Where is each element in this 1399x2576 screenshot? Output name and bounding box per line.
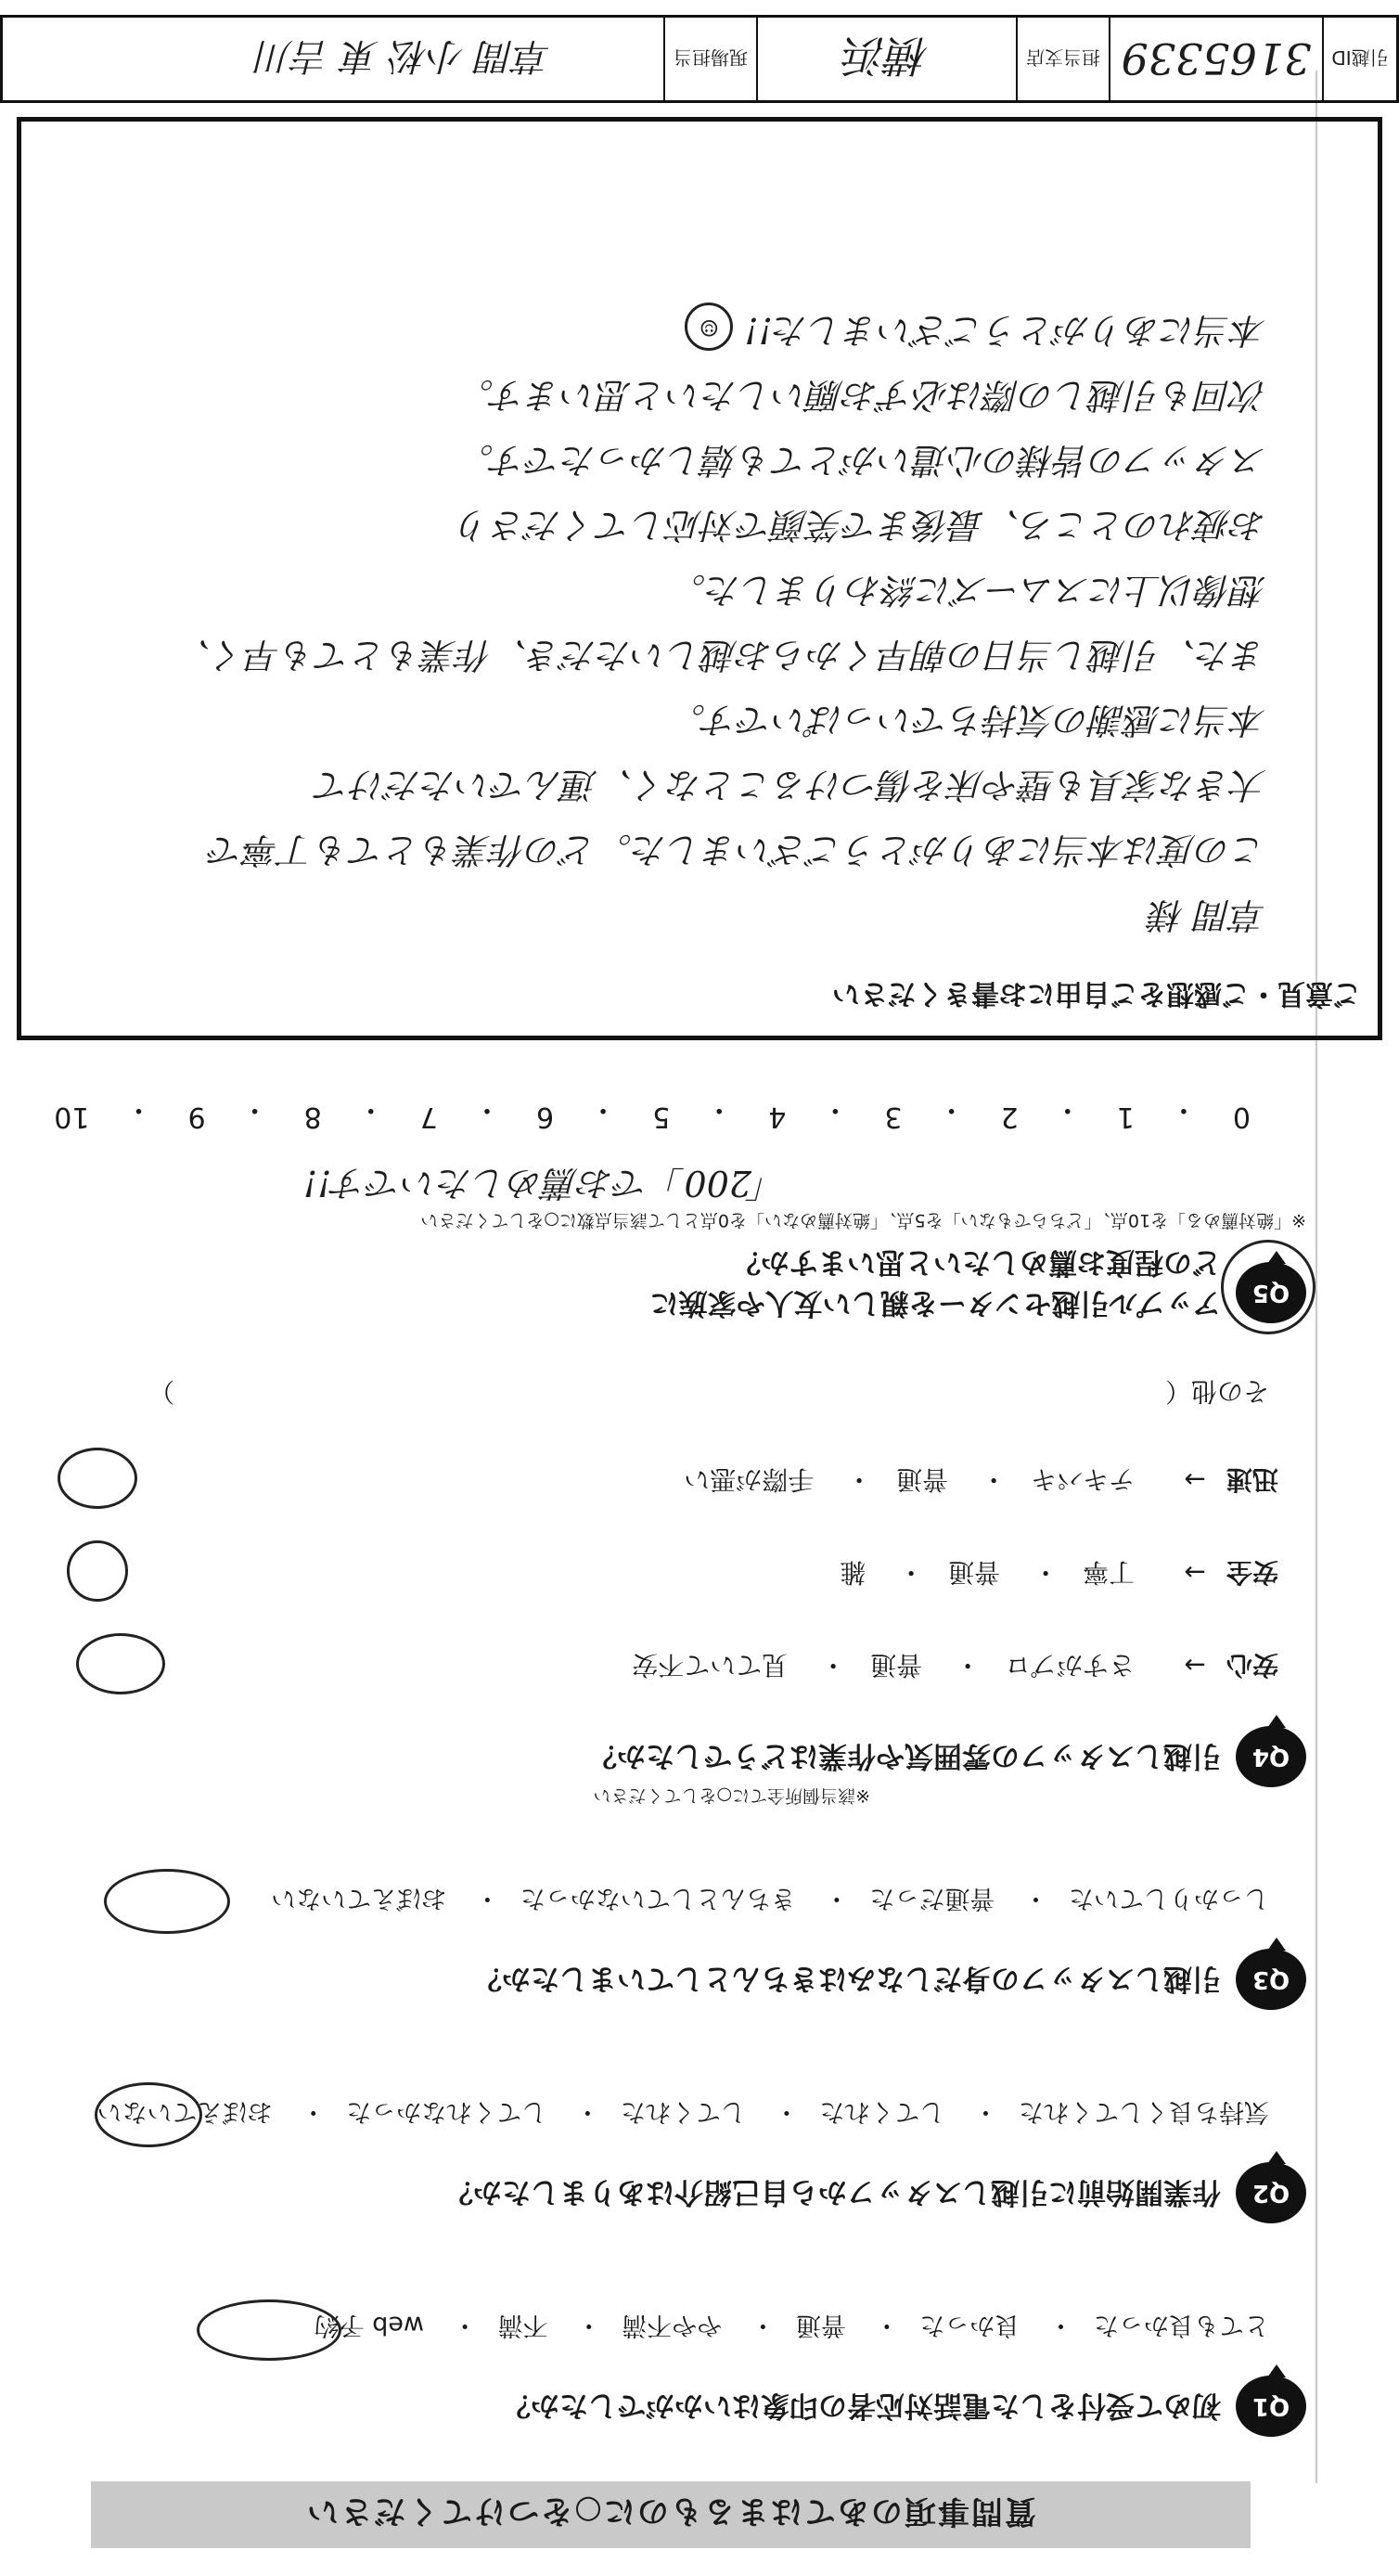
branch-label: 担当支店 <box>1016 18 1109 100</box>
q4-row-label: 安全 <box>1226 1557 1278 1588</box>
q5-score[interactable]: 2 <box>1000 1101 1019 1133</box>
q1-option[interactable]: 普通 <box>795 2311 846 2339</box>
q4-option[interactable]: テキパキ <box>1031 1464 1136 1495</box>
q4-row2-selection-circle <box>67 1540 128 1602</box>
comment-box[interactable] <box>17 117 1382 1040</box>
q4-option[interactable]: 普通 <box>870 1650 923 1681</box>
q4-option[interactable]: 普通 <box>896 1464 949 1495</box>
q4-other-label: その他（ <box>1164 1376 1269 1407</box>
q2-option[interactable]: してくれた <box>620 2097 746 2126</box>
q1-selection-circle <box>197 2299 341 2361</box>
q3-badge: Q3 <box>1236 1949 1306 2010</box>
q5-score[interactable]: 10 <box>54 1101 90 1133</box>
comment-line: 本当に感謝の気持ちでいっぱいです。 <box>670 700 1266 741</box>
q2-option[interactable]: 気持ち良くしてくれた <box>1019 2097 1269 2126</box>
q5-score[interactable]: 7 <box>419 1101 438 1133</box>
q1-option[interactable]: 不満 <box>497 2311 548 2339</box>
comment-text <box>32 298 1266 947</box>
q2-option[interactable]: してくれた <box>819 2097 945 2126</box>
comment-line: 次回も引越しの際は必ずお願いしたいと思います。 <box>458 375 1266 416</box>
q5-score[interactable]: 8 <box>303 1101 322 1133</box>
comment-line: お疲れのところ、最後まで笑顔で対応してくださり <box>455 505 1266 546</box>
comment-line: スタッフの皆様の心遣いがとても嬉しかったです。 <box>458 440 1266 481</box>
q4-badge: Q4 <box>1236 1726 1306 1787</box>
q5-score-scale: 0 ・ 1 ・ 2 ・ 3 ・ 4 ・ 5 ・ 6 ・ 7 ・ 8 ・ 9 ・ 10 <box>54 1093 1251 1133</box>
q5-text-line2: どの程度お薦めしたいと思いますか？ <box>732 1245 1221 1279</box>
q4-other <box>148 1374 1269 1411</box>
q5-handwritten-answer: 「200」でお薦めしたいです!! <box>302 1163 787 1204</box>
id-table <box>0 15 1399 103</box>
staff-names: 草間 小松 東 <box>341 34 552 77</box>
q3-option[interactable]: しっかりしていた <box>1069 1884 1269 1913</box>
q4-row-label: 迅速 <box>1226 1464 1278 1495</box>
q4-row-label: 安心 <box>1226 1650 1278 1681</box>
q5-score[interactable]: 4 <box>768 1101 787 1133</box>
q4-row3-selection-circle <box>58 1448 137 1509</box>
branch-value: 横浜 <box>756 18 1016 100</box>
q2-badge: Q2 <box>1236 2162 1306 2223</box>
instruction-text: 質問事項のあてはまるものに○をつけてください <box>305 2492 1036 2531</box>
q4-option[interactable]: 雑 <box>840 1557 866 1588</box>
comment-line <box>32 298 1266 363</box>
comment-line: また、引越し当日の朝早くからお越しいただき、作業もとても早く、 <box>175 635 1266 676</box>
q1-options: とても良かった・ 良かった・ 普通・ やや不満・ 不満・ web 予約 <box>314 2311 1269 2339</box>
q5-score[interactable]: 6 <box>535 1101 555 1133</box>
q1-option[interactable]: web 予約 <box>314 2311 425 2339</box>
q4-option[interactable]: さすがプロ <box>1005 1650 1136 1681</box>
q5-score[interactable]: 3 <box>884 1101 903 1133</box>
comment-line: 草間 様 <box>1149 895 1266 935</box>
q5-score[interactable]: 9 <box>187 1101 206 1133</box>
q4-option[interactable]: 見ていて不安 <box>632 1650 789 1681</box>
q4-row-anshin: 安心→ さすがプロ・ 普通・ 見ていて不安 <box>608 1648 1278 1685</box>
q2-options: 気持ち良くしてくれた・ してくれた・ してくれた・ してくれなかった・ おぼえていない <box>96 2097 1269 2126</box>
q5-badge-circle <box>1221 1240 1316 1334</box>
comment-line: この度は本当にありがとうございました。どの作業もとても丁寧で <box>208 830 1266 870</box>
q5-score[interactable]: 0 <box>1232 1101 1251 1133</box>
q4-row-anzen: 安全→ 丁寧・ 普通・ 雑 <box>815 1555 1278 1592</box>
comment-line: 想像以上にスムーズに終わりました。 <box>670 570 1266 611</box>
q4-note: ※該当個所全てに○をしてください <box>593 1785 870 1806</box>
id-value: 3165339 <box>1109 18 1322 100</box>
q4-text: 引越しスタッフの雰囲気や作業はどうでしたか？ <box>588 1739 1221 1772</box>
arrow-icon: → <box>1184 1557 1206 1588</box>
q5-note: ※「絶対薦める」を10点、「どちらでもない」を5点、「絶対薦めない」を0点として該当点数に○をしてください <box>420 1210 1306 1230</box>
q4-row-jinsoku: 迅速→ テキパキ・ 普通・ 手際が悪い <box>660 1462 1278 1500</box>
q3-text: 引越しスタッフの身だしなみはきちんとしていましたか？ <box>473 1962 1221 1995</box>
comment-line: 大きな家具も壁や床を傷つけることなく、運んでいただけて <box>314 765 1266 805</box>
arrow-icon: → <box>1184 1464 1206 1495</box>
staff-label: 現場担当 <box>663 18 756 100</box>
q1-option[interactable]: 良かった <box>919 2311 1020 2339</box>
arrow-icon: → <box>1184 1650 1206 1681</box>
comment-title: ご意見・ご感想をご自由にお書きください <box>832 977 1361 1010</box>
smile-icon: ☺ <box>685 303 733 352</box>
q3-option[interactable]: きちんとしていなかった <box>520 1884 796 1913</box>
q2-text: 作業開始前に引越しスタッフから自己紹介はありましたか？ <box>444 2175 1221 2209</box>
comment-line-last: 本当にありがとうございました!! <box>744 310 1266 351</box>
q2-option[interactable]: おぼえていない <box>96 2097 273 2126</box>
q3-option[interactable]: おぼえていない <box>271 1884 447 1913</box>
staff-value <box>144 18 663 100</box>
q5-text-line1: アップル引越センターを親しい友人や家族に <box>649 1286 1221 1320</box>
q4-row1-selection-circle <box>76 1633 165 1694</box>
q3-options: しっかりしていた・ 普通だった・ きちんとしていなかった・ おぼえていない <box>271 1884 1269 1913</box>
q3-option[interactable]: 普通だった <box>869 1884 995 1913</box>
q4-option[interactable]: 普通 <box>948 1557 1001 1588</box>
q1-text: 初めて受付をした電話対応者の印象はいかがでしたか？ <box>502 2389 1221 2422</box>
q5-badge: Q5 <box>1236 1262 1306 1323</box>
instruction-bar <box>91 2481 1251 2548</box>
q2-option[interactable]: してくれなかった <box>346 2097 547 2126</box>
q4-other-close: ） <box>148 1376 175 1407</box>
q5-score[interactable]: 5 <box>652 1101 671 1133</box>
staff-name-2: 吉川 <box>255 34 330 77</box>
q3-selection-circle <box>104 1869 230 1934</box>
q1-option[interactable]: やや不満 <box>622 2311 723 2339</box>
q5-score[interactable]: 1 <box>1116 1101 1135 1133</box>
q1-option[interactable]: とても良かった <box>1094 2311 1269 2339</box>
q2-selection-circle <box>95 2082 202 2147</box>
id-label: 引越ID <box>1322 18 1396 100</box>
q4-option[interactable]: 手際が悪い <box>684 1464 815 1495</box>
q1-badge: Q1 <box>1236 2376 1306 2437</box>
q4-option[interactable]: 丁寧 <box>1083 1557 1136 1588</box>
